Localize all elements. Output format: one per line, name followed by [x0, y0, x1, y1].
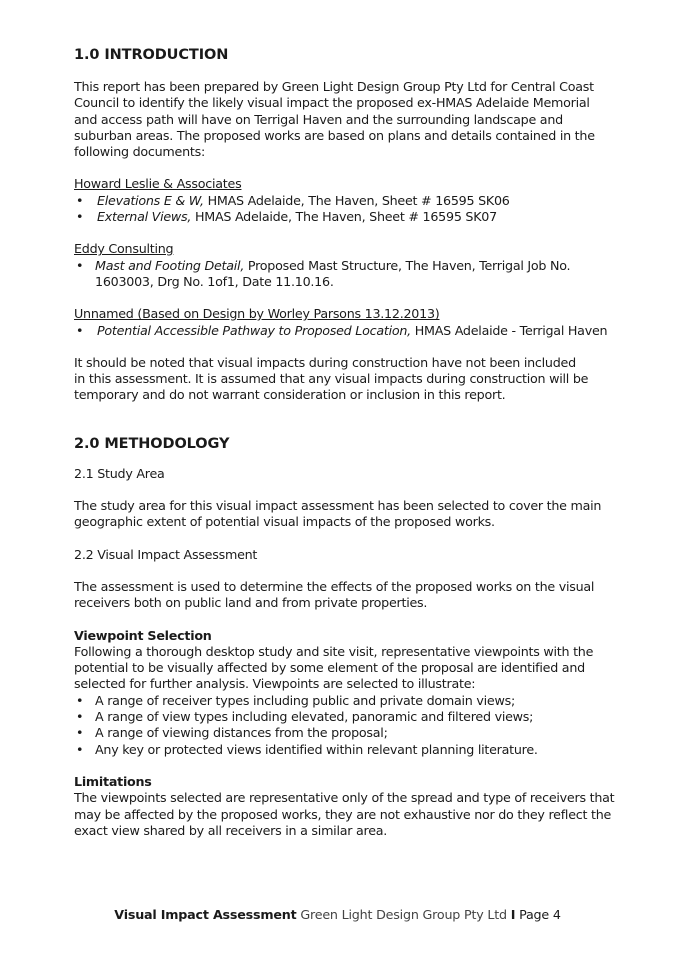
source-item-detail: HMAS Adelaide, The Haven, Sheet # 16595 SK06 — [203, 192, 510, 208]
study-area-line: geographic extent of potential visual impacts of the proposed works. — [74, 514, 495, 530]
footer-page-number: Page 4 — [519, 907, 561, 922]
study-area-paragraph — [74, 498, 634, 531]
methodology-heading: 2.0 METHODOLOGY — [74, 435, 230, 452]
via-paragraph — [74, 579, 634, 612]
intro-heading: 1.0 INTRODUCTION — [74, 47, 229, 63]
intro-line: Council to identify the likely visual impact the proposed ex-HMAS Adelaide Memorial — [74, 95, 590, 111]
intro-line: This report has been prepared by Green Light Design Group Pty Ltd for Central Coast — [74, 79, 594, 94]
limitations-paragraph — [74, 790, 634, 839]
source-list — [74, 193, 634, 226]
intro-line: suburban areas. The proposed works are based on plans and details contained in the — [74, 127, 595, 143]
source-item — [74, 193, 634, 209]
study-area-heading: 2.1 Study Area — [74, 465, 165, 481]
footer-title: Visual Impact Assessment — [114, 907, 297, 922]
viewpoint-paragraph — [74, 644, 634, 693]
source-item — [74, 323, 634, 339]
intro-line: following documents: — [74, 144, 205, 160]
viewpoint-bullet: • A range of view types including elevated, panoramic and filtered views; — [74, 709, 634, 725]
footer-separator: I — [510, 907, 516, 922]
limitations-line: The viewpoints selected are representative only of the spread and type of receivers that — [74, 790, 615, 806]
footer-company: Green Light Design Group Pty Ltd — [300, 907, 507, 922]
source-item-title: Potential Accessible Pathway to Proposed Location, — [97, 322, 411, 338]
intro-line: and access path will have on Terrigal Haven and the surrounding landscape and — [74, 111, 563, 127]
closing-line: in this assessment. It is assumed that any visual impacts during construction will be — [74, 371, 589, 387]
viewpoint-line: potential to be visually affected by some element of the proposal are identified and — [74, 660, 585, 676]
source-item-title: External Views, — [97, 209, 192, 225]
viewpoint-line: selected for further analysis. Viewpoints are selected to illustrate: — [74, 676, 476, 692]
source-list — [74, 323, 634, 339]
study-area-line: The study area for this visual impact assessment has been selected to cover the main — [74, 498, 602, 514]
source-item — [74, 209, 634, 225]
source-name: Howard Leslie & Associates — [74, 176, 242, 192]
viewpoint-bullet: • A range of viewing distances from the proposal; — [74, 725, 634, 741]
closing-line: It should be noted that visual impacts during construction have not been included — [74, 354, 576, 370]
limitations-line: may be affected by the proposed works, they are not exhaustive nor do they reflect the — [74, 806, 612, 822]
source-item-detail: Proposed Mast Structure, The Haven, Terrigal Job No. — [244, 257, 571, 273]
source-name: Unnamed (Based on Design by Worley Parsons 13.12.2013) — [74, 306, 440, 322]
source-list — [74, 258, 634, 291]
limitations-line: exact view shared by all receivers in a similar area. — [74, 822, 388, 838]
viewpoint-line: Following a thorough desktop study and site visit, representative viewpoints with the — [74, 643, 594, 659]
source-item-title: Elevations E & W, — [97, 192, 204, 208]
page-footer — [0, 906, 675, 924]
source-item-detail: HMAS Adelaide - Terrigal Haven — [410, 322, 608, 338]
viewpoint-bullet: • Any key or protected views identified within relevant planning literature. — [74, 742, 634, 758]
source-item — [74, 258, 634, 291]
viewpoint-bullet-list — [74, 693, 634, 758]
viewpoint-heading: Viewpoint Selection — [74, 627, 212, 643]
limitations-heading: Limitations — [74, 773, 152, 789]
source-item-title: Mast and Footing Detail, — [95, 257, 245, 273]
source-item-detail-continued: 1603003, Drg No. 1of1, Date 11.10.16. — [95, 273, 334, 289]
intro-closing-paragraph — [74, 355, 634, 404]
via-line: receivers both on public land and from private properties. — [74, 595, 428, 611]
source-item-detail: HMAS Adelaide, The Haven, Sheet # 16595 SK07 — [191, 209, 497, 225]
viewpoint-bullet: • A range of receiver types including public and private domain views; — [74, 693, 634, 709]
via-line: The assessment is used to determine the effects of the proposed works on the visual — [74, 578, 595, 594]
source-name: Eddy Consulting — [74, 241, 174, 257]
via-heading: 2.2 Visual Impact Assessment — [74, 546, 258, 562]
closing-line: temporary and do not warrant consideration or inclusion in this report. — [74, 387, 506, 403]
intro-paragraph — [74, 79, 634, 160]
page-content — [74, 45, 634, 839]
